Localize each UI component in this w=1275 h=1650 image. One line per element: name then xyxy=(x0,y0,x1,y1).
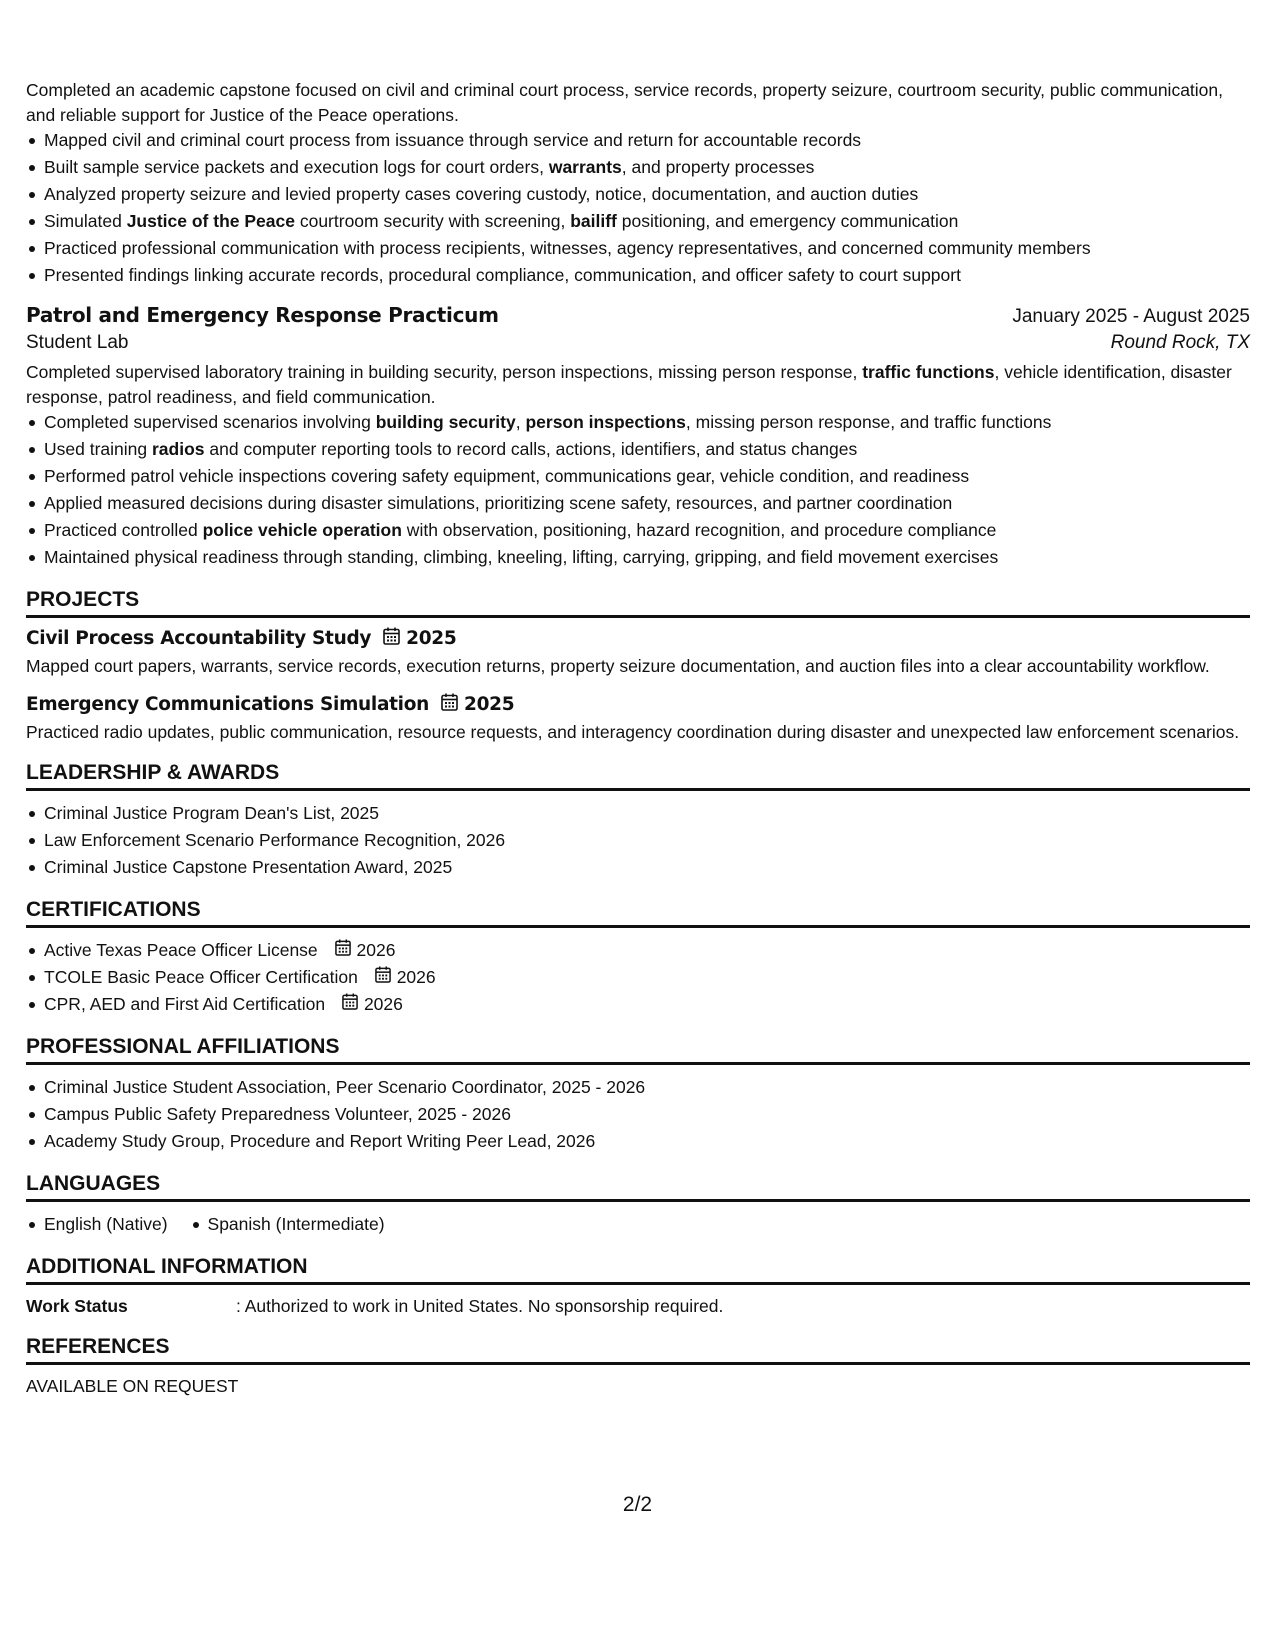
list-item: Criminal Justice Program Dean's List, 2025 xyxy=(26,800,1250,827)
projects-section xyxy=(26,587,1250,744)
calendar-icon xyxy=(335,937,351,964)
work-status-value: : Authorized to work in United States. No sponsorship required. xyxy=(236,1296,724,1316)
certifications-section xyxy=(26,897,1250,1018)
certification-year: 2026 xyxy=(356,940,396,960)
project-year: 2025 xyxy=(406,628,457,649)
awards-section xyxy=(26,760,1250,881)
capstone-summary: Completed an academic capstone focused on civil and criminal court process, service records, property seizure, courtroom security, public communication, and reliable support for Justice of the Peace operations. xyxy=(26,80,1224,125)
list-item: Criminal Justice Student Association, Peer Scenario Coordinator, 2025 - 2026 xyxy=(26,1074,1250,1101)
list-item xyxy=(26,964,1250,991)
calendar-icon xyxy=(383,627,400,650)
practicum-bullets xyxy=(26,409,1250,571)
calendar-icon xyxy=(375,964,391,991)
project-description: Mapped court papers, warrants, service records, execution returns, property seizure documentation, and auction files into a clear accountability workflow. xyxy=(26,656,1210,676)
list-item: Used training radios and computer reporting tools to record calls, actions, identifiers, and status changes xyxy=(26,436,1250,463)
section-heading: ADDITIONAL INFORMATION xyxy=(26,1254,1250,1285)
list-item: Practiced professional communication with process recipients, witnesses, agency representatives, and concerned community members xyxy=(26,235,1250,262)
list-item: Practiced controlled police vehicle operation with observation, positioning, hazard recognition, and procedure compliance xyxy=(26,517,1250,544)
calendar-icon xyxy=(342,991,358,1018)
section-heading: REFERENCES xyxy=(26,1334,1250,1365)
list-item: Spanish (Intermediate) xyxy=(190,1211,385,1238)
additional-section xyxy=(26,1254,1250,1318)
calendar-icon xyxy=(441,693,458,716)
list-item: Mapped civil and criminal court process from issuance through service and return for accountable records xyxy=(26,127,1250,154)
section-heading: LEADERSHIP & AWARDS xyxy=(26,760,1250,791)
resume-page xyxy=(26,78,1250,1399)
certification-name: CPR, AED and First Aid Certification xyxy=(44,994,326,1014)
job-organization: Student Lab xyxy=(26,332,129,353)
list-item: Applied measured decisions during disaster simulations, prioritizing scene safety, resources, and partner coordination xyxy=(26,490,1250,517)
languages-section xyxy=(26,1171,1250,1238)
list-item: Maintained physical readiness through standing, climbing, kneeling, lifting, carrying, gripping, and field movement exercises xyxy=(26,544,1250,571)
work-status-row xyxy=(26,1294,1250,1318)
list-item xyxy=(26,991,1250,1018)
section-heading: LANGUAGES xyxy=(26,1171,1250,1202)
project-year: 2025 xyxy=(464,693,515,715)
certification-year: 2026 xyxy=(363,994,403,1014)
project-item xyxy=(26,693,1250,745)
certification-name: TCOLE Basic Peace Officer Certification xyxy=(44,967,358,987)
capstone-bullets xyxy=(26,127,1250,289)
job-location: Round Rock, TX xyxy=(1110,332,1250,353)
list-item: Criminal Justice Capstone Presentation Award, 2025 xyxy=(26,854,1250,881)
list-item: English (Native) xyxy=(26,1211,168,1238)
project-title: Civil Process Accountability Study xyxy=(26,628,372,649)
practicum-summary: Completed supervised laboratory training in building security, person inspections, missing person response, traffic functions, vehicle identification, disaster response, patrol readiness, and field communication. xyxy=(26,362,1232,407)
list-item: Completed supervised scenarios involving building security, person inspections, missing person response, and traffic functions xyxy=(26,409,1250,436)
certification-name: Active Texas Peace Officer License xyxy=(44,940,318,960)
list-item: Law Enforcement Scenario Performance Recognition, 2026 xyxy=(26,827,1250,854)
work-status-label: Work Status xyxy=(26,1296,128,1316)
references-section xyxy=(26,1334,1250,1399)
page-number: 2/2 xyxy=(622,1493,653,1516)
job-title: Patrol and Emergency Response Practicum xyxy=(26,303,499,327)
section-heading: CERTIFICATIONS xyxy=(26,897,1250,928)
certification-year: 2026 xyxy=(396,967,436,987)
list-item: Campus Public Safety Preparedness Volunteer, 2025 - 2026 xyxy=(26,1101,1250,1128)
project-item xyxy=(26,627,1250,679)
list-item: Analyzed property seizure and levied property cases covering custody, notice, documentation, and auction duties xyxy=(26,181,1250,208)
section-heading: PROFESSIONAL AFFILIATIONS xyxy=(26,1034,1250,1065)
list-item: Simulated Justice of the Peace courtroom security with screening, bailiff positioning, and emergency communication xyxy=(26,208,1250,235)
project-description: Practiced radio updates, public communication, resource requests, and interagency coordination during disaster and unexpected law enforcement scenarios. xyxy=(26,721,1240,742)
list-item: Academy Study Group, Procedure and Report Writing Peer Lead, 2026 xyxy=(26,1128,1250,1155)
list-item: Built sample service packets and execution logs for court orders, warrants, and property processes xyxy=(26,154,1250,181)
list-item: Performed patrol vehicle inspections covering safety equipment, communications gear, vehicle condition, and readiness xyxy=(26,463,1250,490)
references-text: AVAILABLE ON REQUEST xyxy=(26,1376,239,1396)
capstone-entry xyxy=(26,78,1250,289)
affiliations-section xyxy=(26,1034,1250,1155)
list-item: Presented findings linking accurate records, procedural compliance, communication, and officer safety to court support xyxy=(26,262,1250,289)
list-item xyxy=(26,937,1250,964)
practicum-entry xyxy=(26,303,1250,571)
job-dates: January 2025 - August 2025 xyxy=(1012,306,1250,327)
project-title: Emergency Communications Simulation xyxy=(26,693,430,715)
section-heading: PROJECTS xyxy=(26,587,1250,618)
